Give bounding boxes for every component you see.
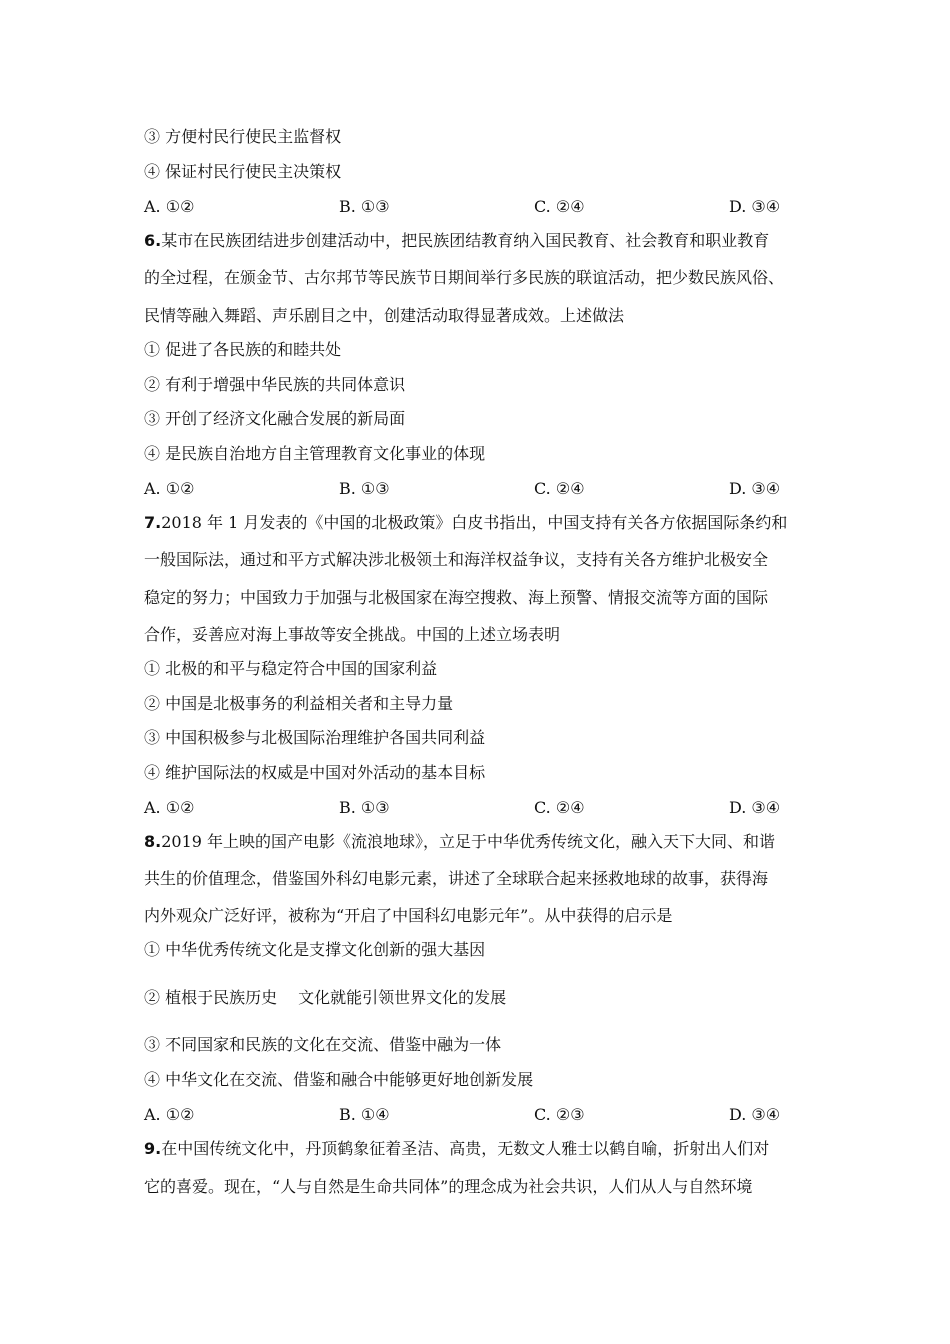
q7-item-3: ③ 中国积极参与北极国际治理维护各国共同利益 bbox=[144, 728, 486, 747]
q9-stem-line-1 bbox=[144, 1138, 824, 1160]
q7-option-d: D. ③④ bbox=[729, 798, 781, 817]
q5-options bbox=[144, 196, 824, 218]
q7-options bbox=[144, 797, 824, 819]
q8-item-4: ④ 中华文化在交流、借鉴和融合中能够更好地创新发展 bbox=[144, 1070, 534, 1089]
q6-options bbox=[144, 478, 824, 500]
q7-stem-line-1 bbox=[144, 512, 824, 534]
q5-item-4: ④ 保证村民行使民主决策权 bbox=[144, 162, 342, 181]
q8-number: 8. bbox=[144, 832, 162, 851]
q9-number: 9. bbox=[144, 1139, 162, 1158]
q6-stem-text-1: 某市在民族团结进步创建活动中，把民族团结教育纳入国民教育、社会教育和职业教育 bbox=[161, 231, 770, 250]
q6-option-a: A. ①② bbox=[144, 479, 195, 498]
q7-stem-line-3: 稳定的努力；中国致力于加强与北极国家在海空搜救、海上预警、情报交流等方面的国际 bbox=[144, 588, 769, 607]
q8-item-2: ② 植根于民族历史 文化就能引领世界文化的发展 bbox=[144, 988, 507, 1007]
q6-item-1: ① 促进了各民族的和睦共处 bbox=[144, 340, 342, 359]
q8-stem-text-1: 2019 年上映的国产电影《流浪地球》，立足于中华优秀传统文化，融入天下大同、和谐 bbox=[161, 832, 776, 851]
q7-stem-line-4: 合作，妥善应对海上事故等安全挑战。中国的上述立场表明 bbox=[144, 625, 561, 644]
q6-stem-line-3: 民情等融入舞蹈、声乐剧目之中，创建活动取得显著成效。上述做法 bbox=[144, 306, 625, 325]
q6-option-b: B. ①③ bbox=[339, 479, 390, 498]
q6-item-4: ④ 是民族自治地方自主管理教育文化事业的体现 bbox=[144, 444, 486, 463]
q7-item-4: ④ 维护国际法的权威是中国对外活动的基本目标 bbox=[144, 763, 486, 782]
q8-item-3: ③ 不同国家和民族的文化在交流、借鉴中融为一体 bbox=[144, 1035, 502, 1054]
q7-stem-line-2: 一般国际法，通过和平方式解决涉北极领土和海洋权益争议，支持有关各方维护北极安全 bbox=[144, 550, 769, 569]
q6-option-d: D. ③④ bbox=[729, 479, 781, 498]
q7-option-b: B. ①③ bbox=[339, 798, 390, 817]
q7-item-1: ① 北极的和平与稳定符合中国的国家利益 bbox=[144, 659, 438, 678]
q5-item-3: ③ 方便村民行使民主监督权 bbox=[144, 127, 342, 146]
q8-stem-line-3: 内外观众广泛好评，被称为“开启了中国科幻电影元年”。从中获得的启示是 bbox=[144, 906, 673, 925]
q6-stem-line-2: 的全过程，在颁金节、古尔邦节等民族节日期间举行多民族的联谊活动，把少数民族风俗、 bbox=[144, 268, 785, 287]
q9-stem-line-2: 它的喜爱。现在，“人与自然是生命共同体”的理念成为社会共识，人们从人与自然环境 bbox=[144, 1177, 753, 1196]
q7-number: 7. bbox=[144, 513, 162, 532]
q8-option-a: A. ①② bbox=[144, 1105, 195, 1124]
q8-item-1: ① 中华优秀传统文化是支撑文化创新的强大基因 bbox=[144, 940, 486, 959]
q8-stem-line-1 bbox=[144, 831, 824, 853]
q5-option-c: C. ②④ bbox=[534, 197, 585, 216]
q6-number: 6. bbox=[144, 231, 162, 250]
q7-option-a: A. ①② bbox=[144, 798, 195, 817]
q9-stem-text-1: 在中国传统文化中，丹顶鹤象征着圣洁、高贵，无数文人雅士以鹤自喻，折射出人们对 bbox=[161, 1139, 770, 1158]
q6-option-c: C. ②④ bbox=[534, 479, 585, 498]
q5-option-a: A. ①② bbox=[144, 197, 195, 216]
q6-stem-line-1 bbox=[144, 230, 824, 252]
q6-item-3: ③ 开创了经济文化融合发展的新局面 bbox=[144, 409, 406, 428]
q6-item-2: ② 有利于增强中华民族的共同体意识 bbox=[144, 375, 406, 394]
q8-options bbox=[144, 1104, 824, 1126]
q8-option-c: C. ②③ bbox=[534, 1105, 585, 1124]
q5-option-b: B. ①③ bbox=[339, 197, 390, 216]
q5-option-d: D. ③④ bbox=[729, 197, 781, 216]
q7-option-c: C. ②④ bbox=[534, 798, 585, 817]
q7-stem-text-1: 2018 年 1 月发表的《中国的北极政策》白皮书指出，中国支持有关各方依据国际条约和 bbox=[161, 513, 788, 532]
q8-stem-line-2: 共生的价值理念，借鉴国外科幻电影元素，讲述了全球联合起来拯救地球的故事，获得海 bbox=[144, 869, 769, 888]
q8-option-b: B. ①④ bbox=[339, 1105, 390, 1124]
q8-option-d: D. ③④ bbox=[729, 1105, 781, 1124]
q7-item-2: ② 中国是北极事务的利益相关者和主导力量 bbox=[144, 694, 454, 713]
